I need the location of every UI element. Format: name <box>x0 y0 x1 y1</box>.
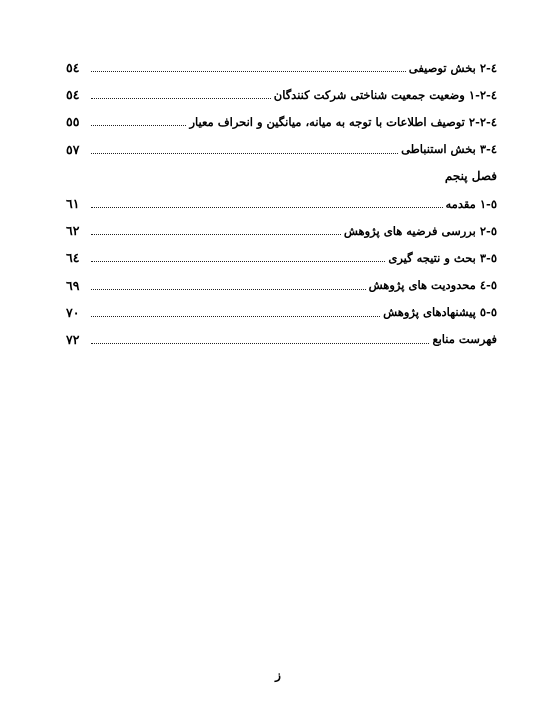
chapter-heading-row <box>66 163 497 190</box>
toc-leader-dots <box>91 125 186 126</box>
toc-entry <box>66 244 497 271</box>
toc-entry <box>66 108 497 135</box>
toc-entry <box>66 190 497 217</box>
toc-entry-title: ٥-١ مقدمه <box>445 196 497 211</box>
toc-entry <box>66 54 497 81</box>
toc-page-number: ٦٩ <box>66 277 80 293</box>
toc-entry-title: ٤-٢ بخش توصیفی <box>408 60 497 75</box>
toc-page-number: ٥٤ <box>66 87 80 103</box>
toc-entry <box>66 326 497 353</box>
toc-entry-title: ٥-٢ بررسی فرضیه های پژوهش <box>343 223 497 238</box>
page-number: ز <box>275 668 281 682</box>
toc-leader-dots <box>91 234 341 235</box>
toc-entry <box>66 136 497 163</box>
toc-page-number: ٥٤ <box>66 60 80 76</box>
chapter-heading: فصل پنجم <box>444 169 497 184</box>
toc-entry-title: ٥-٥ پیشنهادهای پژوهش <box>383 305 497 320</box>
toc-leader-dots <box>91 316 380 317</box>
toc-entry-title: ٤-٢-٢ توصیف اطلاعات با توجه به میانه، میانگین و انحراف معیار <box>189 114 497 129</box>
toc-leader-dots <box>91 98 271 99</box>
toc-entry <box>66 217 497 244</box>
toc-leader-dots <box>91 261 385 262</box>
toc-page-number: ٧٠ <box>66 304 80 320</box>
toc-page-number: ٦٤ <box>66 250 80 266</box>
toc-entry <box>66 81 497 108</box>
toc-entry-title: فهرست منابع <box>432 332 497 347</box>
toc-leader-dots <box>91 343 429 344</box>
toc-leader-dots <box>91 289 366 290</box>
toc-page-number: ٥٧ <box>66 141 80 157</box>
toc-page-number: ٥٥ <box>66 114 80 130</box>
toc-leader-dots <box>91 207 443 208</box>
toc-leader-dots <box>91 153 398 154</box>
toc-entry-title: ٤-٢-١ وضعیت جمعیت شناختی شرکت کنندگان <box>273 87 497 102</box>
toc-entry-title: ٥-٣ بحث و نتیجه گیری <box>388 250 497 265</box>
toc-entry-title: ٤-٣ بخش استنباطی <box>401 142 497 157</box>
toc-entry <box>66 299 497 326</box>
table-of-contents <box>66 54 497 353</box>
toc-page-number: ٦١ <box>66 196 80 212</box>
toc-entry <box>66 272 497 299</box>
toc-entry-title: ٥-٤ محدودیت های پژوهش <box>368 278 497 293</box>
toc-page-number: ٦٢ <box>66 223 80 239</box>
toc-leader-dots <box>91 71 406 72</box>
toc-page-number: ٧٢ <box>66 331 80 347</box>
